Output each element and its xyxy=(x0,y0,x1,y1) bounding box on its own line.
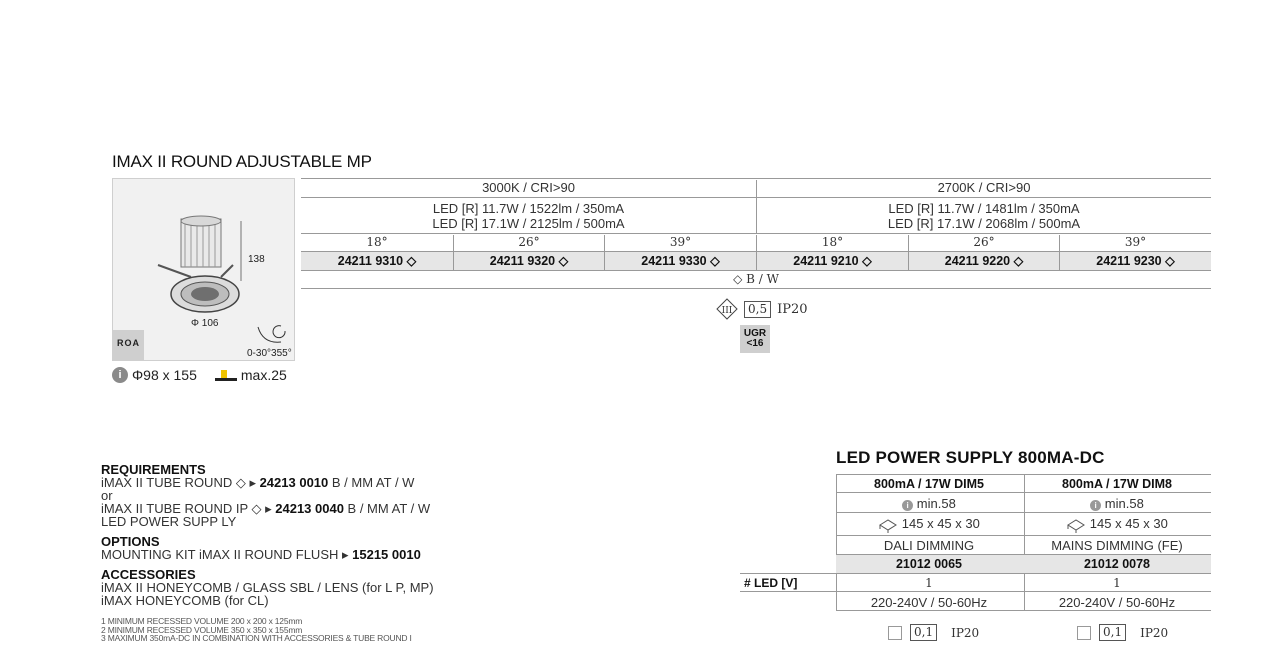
cct-2700k: 2700K / CRI>90 xyxy=(756,180,1211,197)
ps-led-count: 1 xyxy=(925,576,933,590)
ps-led-count: 1 xyxy=(1113,576,1121,590)
ip-value: 0,5 xyxy=(744,301,771,318)
ps-ip: 0,1 IP20 xyxy=(1077,624,1168,641)
footnotes: 1 MINIMUM RECESSED VOLUME 200 x 200 x 125mm 2 MINIMUM RECESSED VOLUME 350 x 350 x 155mm 3 MAXIMUM 350mA-DC IN COMBINATION WITH ACCESSORIES & TUBE ROUND I xyxy=(101,616,412,643)
led-spec-2700k: LED [R] 11.7W / 1481lm / 350mA LED [R] 17.1W / 2068lm / 500mA xyxy=(756,198,1211,233)
article-code[interactable]: 24211 9310 ◇ xyxy=(337,254,417,268)
beam-angle: 26° xyxy=(453,235,604,251)
class-iii-icon xyxy=(716,298,738,320)
requirements-block: REQUIREMENTS iMAX II TUBE ROUND ◇ ▸ 24213 0010 B / MM AT / W or iMAX II TUBE ROUND IP ◇ ▸ 24213 0040 B / MM AT / W LED POWER SUPP LY OPTIONS MOUNTING KIT iMAX II ROUND FLUSH ▸ 15215 0010 ACCESSORIES iMAX II HONEYCOMB / GLASS SBL / LENS (for L P, MP) iMAX HONEYCOMB (for CL) xyxy=(101,462,434,608)
beam-angle: 39° xyxy=(604,235,756,251)
ugr-badge: UGR <16 xyxy=(740,325,770,353)
ps-code[interactable]: 21012 0078 xyxy=(1083,557,1151,571)
product-title: IMAX II ROUND ADJUSTABLE MP xyxy=(112,152,372,171)
finish-row xyxy=(301,272,1211,288)
info-icon: i xyxy=(1090,500,1101,511)
ps-voltage: 220-240V / 50-60Hz xyxy=(1058,595,1176,610)
requirement-item: iMAX II TUBE ROUND IP ◇ ▸ 24213 0040 B / MM AT / W xyxy=(101,501,431,516)
requirement-item: LED POWER SUPP LY xyxy=(101,514,237,529)
finish-options: ◇ B / W xyxy=(733,272,779,286)
ps-ip: 0,1 IP20 xyxy=(888,624,979,641)
code-row xyxy=(301,251,1211,271)
max-load: max.25 xyxy=(240,367,287,383)
ps-dimming: MAINS DIMMING (FE) xyxy=(1051,538,1183,553)
accessory-item: iMAX II HONEYCOMB / GLASS SBL / LENS (for L P, MP) xyxy=(101,580,434,595)
box-dimension-icon xyxy=(1066,517,1086,533)
ps-size: 145 x 45 x 30 xyxy=(842,516,1016,533)
tilt-angle: 0-30°355° xyxy=(247,348,292,359)
beam-angle: 18° xyxy=(366,235,388,249)
led-count-label: # LED [V] xyxy=(744,576,798,590)
cct-row xyxy=(301,180,1211,197)
requirements-heading: REQUIREMENTS xyxy=(101,462,206,477)
requirement-item: iMAX II TUBE ROUND ◇ ▸ 24213 0010 B / MM AT / W xyxy=(101,475,415,490)
max-load-icon xyxy=(215,368,237,382)
ps-min-depth: i min.58 xyxy=(1030,496,1204,511)
beam-angle: 26° xyxy=(908,235,1059,251)
article-code[interactable]: 24211 9330 ◇ xyxy=(604,252,756,270)
power-supply-title: LED POWER SUPPLY 800MA-DC xyxy=(836,448,1105,467)
led-spec-3000k: LED [R] 11.7W / 1522lm / 350mA LED [R] 17.1W / 2125lm / 500mA xyxy=(432,201,625,231)
class-ii-icon xyxy=(1077,626,1091,640)
svg-text:III: III xyxy=(721,306,733,316)
cutout-size: Φ98 x 155 xyxy=(132,367,197,383)
ps-code[interactable]: 21012 0065 xyxy=(895,557,963,571)
class-ii-icon xyxy=(888,626,902,640)
accessories-heading: ACCESSORIES xyxy=(101,567,196,582)
info-icon: i xyxy=(902,500,913,511)
ps-header: 800mA / 17W DIM8 xyxy=(1062,477,1172,491)
article-code[interactable]: 24211 9210 ◇ xyxy=(756,252,908,270)
ps-size: 145 x 45 x 30 xyxy=(1030,516,1204,533)
article-code[interactable]: 24211 9230 ◇ xyxy=(1059,252,1211,270)
ip-rating: IP20 xyxy=(777,301,808,317)
cct-3000k: 3000K / CRI>90 xyxy=(482,180,575,195)
ip-info xyxy=(716,298,808,320)
option-item: MOUNTING KIT iMAX II ROUND FLUSH ▸ 15215 0010 xyxy=(101,547,421,562)
beam-row xyxy=(301,235,1211,251)
led-row xyxy=(301,198,1211,233)
table-rule xyxy=(301,178,1211,179)
article-code[interactable]: 24211 9320 ◇ xyxy=(453,252,604,270)
cutout-info xyxy=(112,367,287,383)
box-dimension-icon xyxy=(878,517,898,533)
ps-min-depth: i min.58 xyxy=(842,496,1016,511)
beam-angle: 39° xyxy=(1059,235,1211,251)
beam-angle: 18° xyxy=(756,235,908,251)
height-dimension: 138 xyxy=(248,254,265,265)
ps-header: 800mA / 17W DIM5 xyxy=(874,477,984,491)
accessory-item: iMAX HONEYCOMB (for CL) xyxy=(101,593,269,608)
info-icon: i xyxy=(112,367,128,383)
options-heading: OPTIONS xyxy=(101,534,160,549)
article-code[interactable]: 24211 9220 ◇ xyxy=(908,252,1059,270)
roa-badge: ROA xyxy=(113,330,144,361)
diameter-dimension: Φ 106 xyxy=(191,318,219,329)
product-image xyxy=(112,178,295,361)
ps-dimming: DALI DIMMING xyxy=(883,538,975,553)
ps-voltage: 220-240V / 50-60Hz xyxy=(870,595,988,610)
